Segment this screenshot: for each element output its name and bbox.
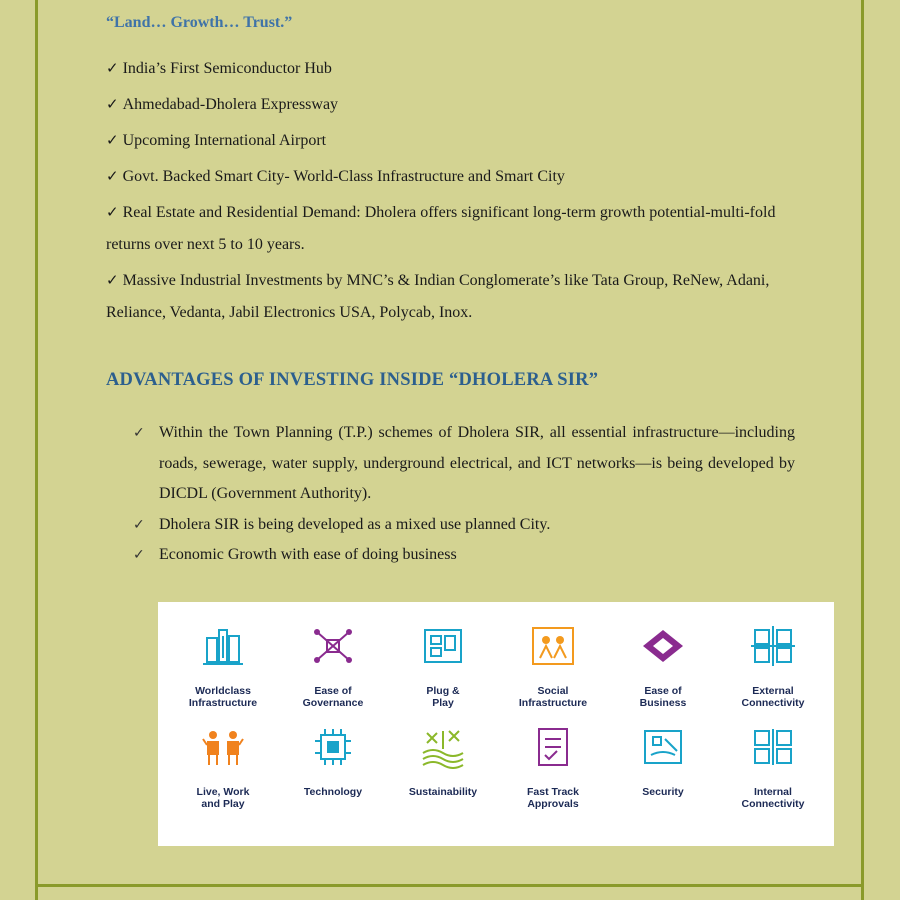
feature-item bbox=[168, 624, 278, 711]
leaf-icon bbox=[419, 725, 467, 774]
highlight-item: ✓ Massive Industrial Investments by MNC’s & Indian Conglomerate’s like Tata Group, ReNew, Adani, Reliance, Vedanta, Jabil Electronics USA, Polycab, Inox. bbox=[106, 271, 770, 321]
check-icon: ✓ bbox=[133, 425, 145, 441]
highlight-item: ✓ India’s First Semiconductor Hub bbox=[106, 59, 332, 77]
check-icon: ✓ bbox=[106, 203, 119, 221]
advantage-item: ✓ Within the Town Planning (T.P.) schemes of Dholera SIR, all essential infrastructure—including roads, sewerage, water supply, underground electrical, and ICT networks—is being developed by DICDL (Government Authority). bbox=[133, 418, 795, 510]
highlights-list bbox=[106, 52, 796, 332]
check-icon: ✓ bbox=[106, 131, 119, 149]
feature-item bbox=[278, 624, 388, 711]
feature-item bbox=[608, 624, 718, 711]
buildings-icon bbox=[199, 624, 247, 673]
feature-label: Fast Track Approvals bbox=[527, 786, 579, 810]
governance-icon bbox=[309, 624, 357, 673]
chip-icon bbox=[309, 725, 357, 774]
feature-item bbox=[718, 624, 828, 711]
page-border-right bbox=[861, 0, 864, 900]
feature-item bbox=[718, 725, 828, 812]
network-icon bbox=[749, 624, 797, 673]
highlight-item: ✓ Ahmedabad-Dholera Expressway bbox=[106, 95, 339, 113]
grid-network-icon bbox=[749, 725, 797, 774]
feature-item bbox=[608, 725, 718, 812]
highlight-item: ✓ Upcoming International Airport bbox=[106, 131, 327, 149]
check-icon: ✓ bbox=[133, 516, 145, 533]
document-icon bbox=[529, 725, 577, 774]
feature-label: Internal Connectivity bbox=[741, 786, 805, 810]
check-icon: ✓ bbox=[106, 59, 119, 77]
shield-icon bbox=[639, 725, 687, 774]
highlight-item: ✓ Real Estate and Residential Demand: Dholera offers significant long-term growth potential-multi-fold returns over next 5 to 10 years. bbox=[106, 203, 776, 253]
feature-label: External Connectivity bbox=[741, 685, 805, 709]
check-icon: ✓ bbox=[133, 547, 145, 563]
feature-label: Live, Work and Play bbox=[196, 786, 250, 810]
page-border-bottom bbox=[35, 884, 864, 887]
tagline: “Land… Growth… Trust.” bbox=[106, 14, 293, 31]
check-icon: ✓ bbox=[106, 95, 119, 113]
feature-label: Sustainability bbox=[408, 786, 478, 798]
feature-item bbox=[278, 725, 388, 812]
people-icon bbox=[529, 624, 577, 673]
check-icon: ✓ bbox=[106, 167, 119, 185]
feature-label: Ease of Governance bbox=[302, 685, 364, 709]
page-border-left bbox=[35, 0, 38, 900]
plug-play-icon bbox=[419, 624, 467, 673]
feature-item bbox=[168, 725, 278, 812]
features-grid bbox=[168, 624, 834, 812]
check-icon: ✓ bbox=[106, 271, 119, 289]
feature-item bbox=[498, 624, 608, 711]
feature-label: Ease of Business bbox=[639, 685, 687, 709]
highlight-item: ✓ Govt. Backed Smart City- World-Class Infrastructure and Smart City bbox=[106, 167, 565, 185]
feature-label: Social Infrastructure bbox=[518, 685, 588, 709]
feature-label: Security bbox=[642, 786, 684, 798]
feature-item bbox=[388, 725, 498, 812]
advantage-item: ✓ Dholera SIR is being developed as a mixed use planned City. bbox=[133, 510, 795, 541]
handshake-icon bbox=[639, 624, 687, 673]
advantage-item: ✓ Economic Growth with ease of doing business bbox=[133, 540, 795, 571]
feature-item bbox=[388, 624, 498, 711]
feature-label: Plug & Play bbox=[426, 685, 460, 709]
advantages-list bbox=[133, 418, 795, 571]
advantages-heading: ADVANTAGES OF INVESTING INSIDE “DHOLERA SIR” bbox=[106, 370, 599, 390]
feature-label: Technology bbox=[303, 786, 363, 798]
feature-label: Worldclass Infrastructure bbox=[188, 685, 258, 709]
features-panel bbox=[158, 602, 834, 846]
family-icon bbox=[199, 725, 247, 774]
feature-item bbox=[498, 725, 608, 812]
